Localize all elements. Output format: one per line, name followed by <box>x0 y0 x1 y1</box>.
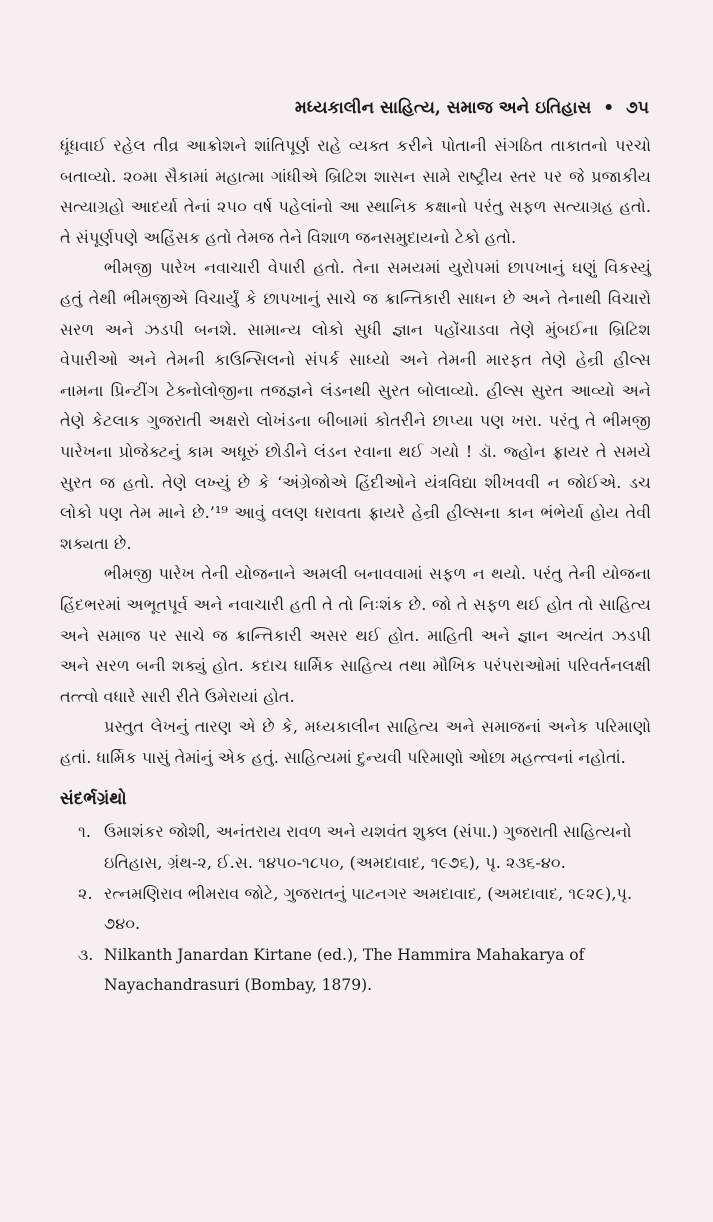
reference-item-3 <box>60 940 651 1001</box>
reference-text: ઉમાશંકર જોશી, અનંતરાય રાવળ અને યશવંત શુક્લ (સંપા.) ગુજરાતી સાહિત્યનો ઇતિહાસ, ગ્રંથ-૨, ઈ.સ. ૧૪૫૦-૧૮૫૦, (અમદાવાદ, ૧૯૭૬), પૃ. ૨૩૬-૪૦. <box>104 822 632 873</box>
references-list <box>60 817 651 1001</box>
paragraph-2: ભીમજી પારેખ નવાચારી વેપારી હતો. તેના સમયમાં યુરોપમાં છાપખાનું ઘણું વિકસ્યું હતું તેથી ભીમજીએ વિચાર્યું કે છાપખાનું સાચે જ ક્રાન્તિકારી સાધન છે અને તેનાથી વિચારો સરળ અને ઝડપી બનશે. સામાન્ય લોકો સુધી જ્ઞાન પહોંચાડવા તેણે મુંબઈના બ્રિટિશ વેપારીઓ અને તેમની કાઉન્સિલનો સંપર્ક સાધ્યો અને તેમની મારફત તેણે હેન્રી હીલ્સ નામના પ્રિન્ટીંગ ટેક્નોલોજીના તજજ્ઞને લંડનથી સુરત બોલાવ્યો. હીલ્સ સુરત આવ્યો અને તેણે કેટલાક ગુજરાતી અક્ષરો લોખંડના બીબામાં કોતરીને છાપ્યા પણ ખરા. પરંતુ તે ભીમજી પારેખના પ્રોજેક્ટનું કામ અધૂરું છોડીને લંડન રવાના થઈ ગયો ! ડૉ. જ્હોન ફ્રાયર તે સમયે સુરત જ હતો. તેણે લખ્યું છે કે ‘અંગ્રેજોએ હિંદીઓને યંત્રવિદ્યા શીખવવી ન જોઈએ. ડચ લોકો પણ તેમ માને છે.’¹⁹ આવું વલણ ધરાવતા ફ્રાયરે હેન્રી હીલ્સના કાન ભંભેર્યા હોય તેવી શક્યતા છે. <box>60 258 651 553</box>
header-separator: • <box>603 98 615 118</box>
reference-item-2 <box>60 879 651 940</box>
page-body <box>60 131 651 1001</box>
reference-text: રત્નમણિરાવ ભીમરાવ જોટે, ગુજરાતનું પાટનગર અમદાવાદ, (અમદાવાદ, ૧૯૨૯),પૃ. ૭૪૦. <box>104 883 633 934</box>
reference-text: Nilkanth Janardan Kirtane (ed.), The Hammira Mahakarya of Nayachandrasuri (Bombay, 1879). <box>104 945 585 995</box>
reference-number: ૨. <box>78 883 93 903</box>
running-header <box>60 96 649 120</box>
reference-number: ૩. <box>78 945 94 964</box>
page-number: ૭૫ <box>626 98 649 118</box>
reference-number: ૧. <box>78 822 92 842</box>
paragraph-3: ભીમજી પારેખ તેની યોજનાને અમલી બનાવવામાં સફળ ન થયો. પરંતુ તેની યોજના હિંદભરમાં અભૂતપૂર્વ અને નવાચારી હતી તે તો નિઃશંક છે. જો તે સફળ થઈ હોત તો સાહિત્ય અને સમાજ પર સાચે જ ક્રાન્તિકારી અસર થઈ હોત. માહિતી અને જ્ઞાન અત્યંત ઝડપી અને સરળ બની શક્યું હોત. કદાચ ધાર્મિક સાહિત્ય તથા મૌખિક પરંપરાઓમાં પરિવર્તનલક્ષી તત્ત્વો વધારે સારી રીતે ઉમેરાયાં હોત. <box>60 564 651 706</box>
references-heading: સંદર્ભગ્રંથો <box>60 789 127 810</box>
running-title: મધ્યકાલીન સાહિત્ય, સમાજ અને ઇતિહાસ <box>294 98 592 118</box>
reference-item-1 <box>60 817 651 878</box>
paragraph-4: પ્રસ્તુત લેખનું તારણ એ છે કે, મધ્યકાલીન સાહિત્ય અને સમાજનાં અનેક પરિમાણો હતાં. ધાર્મિક પાસું તેમાંનું એક હતું. સાહિત્યમાં દુન્યવી પરિમાણો ઓછા મહત્ત્વનાં નહોતાં. <box>60 717 651 767</box>
paragraph-1: ધૂંધવાઈ રહેલ તીવ્ર આક્રોશને શાંતિપૂર્ણ રાહે વ્યક્ત કરીને પોતાની સંગઠિત તાકાતનો પરચો બતાવ્યો. ૨૦મા સૈકામાં મહાત્મા ગાંધીએ બ્રિટિશ શાસન સામે રાષ્ટ્રીય સ્તર પર જે પ્રજાકીય સત્યાગ્રહો આદર્યા તેનાં ૨૫૦ વર્ષ પહેલાંનો આ સ્થાનિક કક્ષાનો પરંતુ સફળ સત્યાગ્રહ હતો. તે સંપૂર્ણપણે અહિંસક હતો તેમજ તેને વિશાળ જનસમુદાયનો ટેકો હતો. <box>60 136 651 247</box>
